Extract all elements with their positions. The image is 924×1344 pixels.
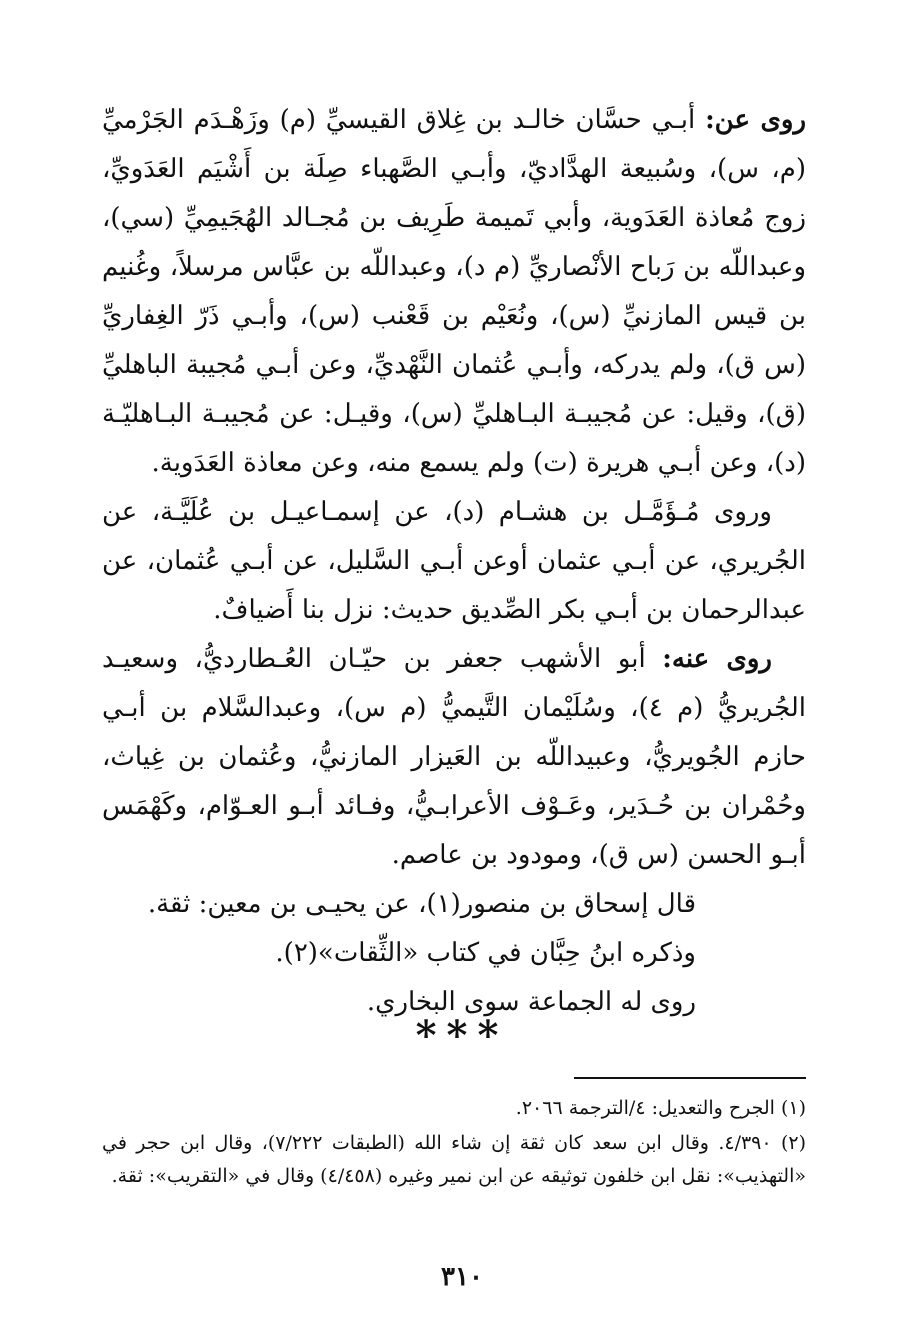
paragraph-text: أبـي حسَّان خالـد بن غِلاق القيسيِّ (م) وزَهْـدَم الجَرْميِّ (م، س)، وسُبيعة الهدَّاديّ، وأبـي الصَّهباء صِلَة بن أَشْيَم العَدَويِّ، زوج مُعاذة العَدَوية، وأبي تَميمة طَرِيف بن مُجـالد الهُجَيمِيِّ (سي)، وعبداللّه بن رَباح الأنْصاريِّ (م د)، وعبداللّه بن عبَّاس مرسلاً، وغُنيم بن قيس المازنيِّ (س)، ونُعَيْم بن قَعْنب (س)، وأبـي ذَرّ الغِفاريِّ (س ق)، ولم يدركه، وأبـي عُثمان النَّهْديِّ، وعن أبـي مُجيبة الباهليِّ (ق)، وقيل: عن مُجيبـة البـاهليِّ (س)، وقيـل: عن مُجيبـة البـاهليّـة (د)، وعن أبـي هريرة (ت) ولم يسمع منه، وعن معاذة العَدَوية.	[102, 105, 806, 478]
page-number: ٣١٠	[441, 1262, 483, 1292]
main-text	[102, 96, 806, 1027]
section-heading-narrated-from: روى عن:	[705, 105, 807, 135]
paragraph-also-narrated	[102, 488, 806, 635]
section-separator: ***	[415, 1012, 509, 1059]
closing-line: قال إسحاق بن منصور(١)، عن يحيـى بن معين: ثقة.	[147, 889, 696, 919]
footnote: (١) الجرح والتعديل: ٤/الترجمة ٢٠٦٦.	[515, 1097, 806, 1119]
paragraph-narrated-from	[102, 96, 806, 488]
footnote: (٢) ٤/٣٩٠. وقال ابن سعد كان ثقة إن شاء الله (الطبقات ٧/٢٢٢)، وقال ابن حجر في «التهذيب»: نقل ابن خلفون توثيقه عن ابن نمير وغيره (٤/٤٥٨) وقال في «التقريب»: ثقة.	[102, 1132, 806, 1187]
section-heading-narrated-by: روى عنه:	[662, 644, 772, 674]
footnotes	[102, 1092, 806, 1195]
paragraph-narrated-by	[102, 635, 806, 880]
closing-lines	[102, 880, 806, 1027]
closing-line: وذكره ابنُ حِبَّان في كتاب «الثِّقات»(٢).	[275, 938, 696, 968]
paragraph-text: أبو الأشهب جعفر بن حيّـان العُـطارديُّ، وسعيـد الجُريريُّ (م ٤)، وسُلَيْمان التَّيميُّ (م س)، وعبدالسَّلام بن أبـي حازم الجُويريُّ، وعبيداللّه بن العَيزار المازنيُّ، وعُثمان بن غِياث، وحُمْران بن حُـدَير، وعَـوْف الأعرابـيُّ، وفـائد أبـو العـوّام، وكَهْمَس أبـو الحسن (س ق)، ومودود بن عاصم.	[102, 644, 806, 870]
closing-line: روى له الجماعة سوى البخاري.	[366, 987, 696, 1017]
paragraph-text: وروى مُـؤَمَّـل بن هشـام (د)، عن إسمـاعيـل بن عُلَيَّـة، عن الجُريري، عن أبـي عثمان أوعن أبـي السَّليل، عن أبـي عُثمان، عن عبدالرحمان بن أبـي بكر الصِّديق حديث: نزل بنا أَضيافٌ.	[102, 497, 806, 625]
footnote-divider	[574, 1077, 806, 1079]
